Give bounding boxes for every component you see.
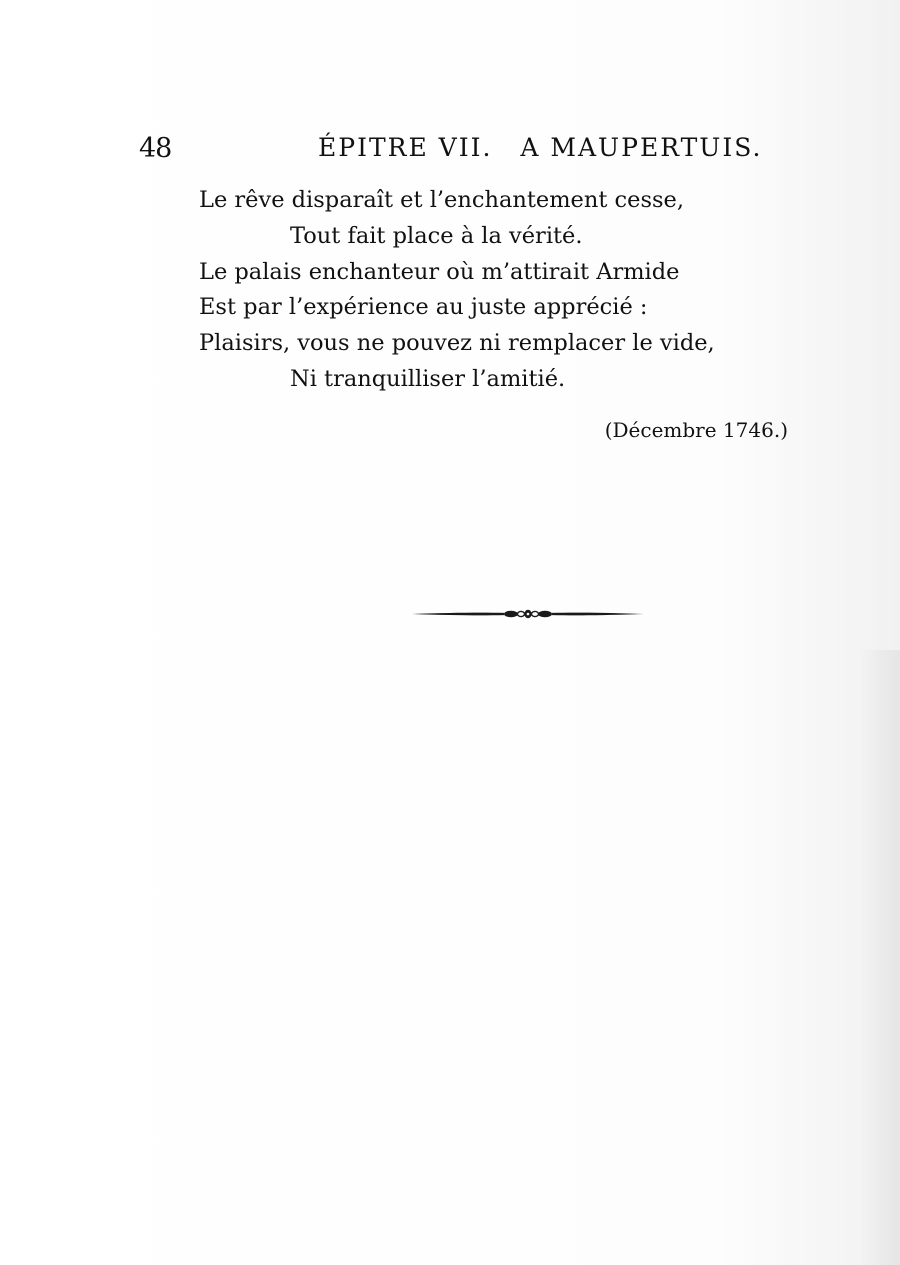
running-head-addressee: A MAUPERTUIS. <box>520 133 763 162</box>
verse-line: Plaisirs, vous ne pouvez ni remplacer le vide, <box>199 330 715 357</box>
verse-line: Le rêve disparaît et l’enchantement cesse, <box>199 187 685 213</box>
verse-line: Est par l’expérience au juste apprécié : <box>199 294 648 321</box>
poem-dateline: (Décembre 1746.) <box>604 418 788 442</box>
poem-stanza <box>199 183 715 398</box>
page-number: 48 <box>139 133 172 164</box>
page-edge-shadow <box>860 650 900 1265</box>
tailpiece-ornament-icon <box>412 606 644 622</box>
running-head-epistle: ÉPITRE VII. <box>318 133 493 162</box>
verse-line: Ni tranquilliser l’amitié. <box>290 365 566 392</box>
verse-line: Le palais enchanteur où m’attirait Armide <box>199 258 680 285</box>
verse-line: Tout fait place à la vérité. <box>290 222 583 249</box>
running-head <box>318 133 762 162</box>
